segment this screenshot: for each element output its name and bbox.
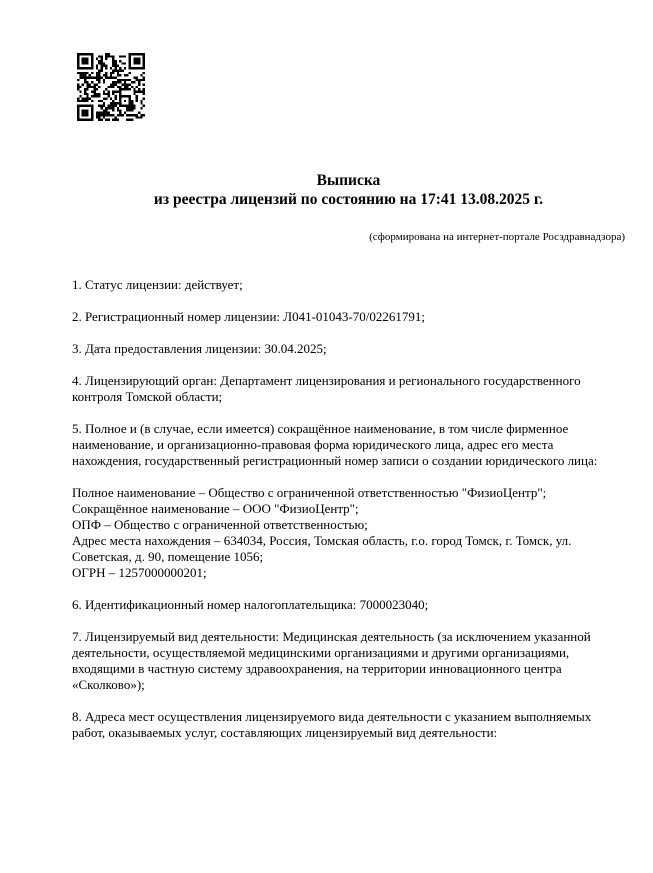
title-line-1: Выписка: [316, 172, 381, 189]
paragraph-taxpayer-number: 6. Идентификационный номер налогоплательщика: 7000023040;: [72, 597, 429, 612]
org-short-name: Сокращённое наименование – ООО "ФизиоЦентр";: [72, 501, 359, 516]
title-line-2: из реестра лицензий по состоянию на 17:41 13.08.2025 г.: [153, 191, 544, 208]
document-title: [72, 171, 625, 209]
paragraph-activity-addresses-intro: 8. Адреса мест осуществления лицензируемого вида деятельности с указанием выполняемых работ, оказываемых услуг, составляющих лицензируемый вид деятельности:: [72, 709, 592, 740]
paragraph-licensing-authority: 4. Лицензирующий орган: Департамент лицензирования и регионального государственного контроля Томской области;: [72, 373, 581, 404]
paragraph-registration-number: 2. Регистрационный номер лицензии: Л041-01043-70/02261791;: [72, 309, 425, 324]
qr-code-image: [77, 52, 145, 122]
org-address: Адрес места нахождения – 634034, Россия, Томская область, г.о. город Томск, г. Томск, ул. Советская, д. 90, помещение 1056;: [72, 533, 572, 564]
org-ogrn: ОГРН – 1257000000201;: [72, 565, 207, 580]
document-subtitle: (сформирована на интернет-портале Росздравнадзора): [369, 231, 625, 243]
paragraph-grant-date: 3. Дата предоставления лицензии: 30.04.2025;: [72, 341, 327, 356]
org-details-block: [72, 485, 625, 581]
paragraph-org-name-intro: 5. Полное и (в случае, если имеется) сокращённое наименование, в том числе фирменное наименование, и организационно-правовая форма юридического лица, адрес его места нахождения, государственный регистрационный номер записи о создании юридического лица:: [72, 421, 598, 468]
org-full-name: Полное наименование – Общество с ограниченной ответственностью "ФизиоЦентр";: [72, 485, 547, 500]
paragraph-activity-type: 7. Лицензируемый вид деятельности: Медицинская деятельность (за исключением указанной деятельности, осуществляемой медицинскими организациями и другими организациями, входящими в частную систему здравоохранения, на территории инновационного центра «Сколково»);: [72, 629, 591, 692]
org-legal-form: ОПФ – Общество с ограниченной ответственностью;: [72, 517, 368, 532]
paragraph-license-status: 1. Статус лицензии: действует;: [72, 277, 243, 292]
qr-code: [77, 52, 145, 122]
